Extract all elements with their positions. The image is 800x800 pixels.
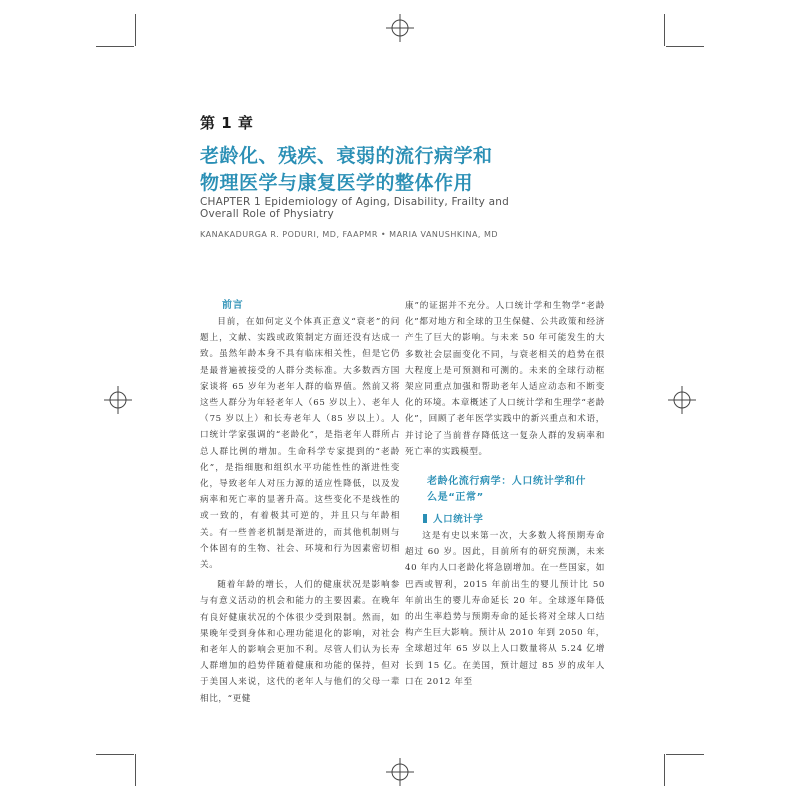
crop-mark-top-right-h (666, 46, 704, 47)
crop-mark-bottom-left-h (96, 754, 134, 755)
registration-mark-left (104, 386, 132, 414)
chapter-title-cn-line2: 物理医学与康复医学的整体作用 (200, 172, 474, 194)
subsection-heading: 人口统计学 (405, 512, 605, 528)
crop-mark-bottom-right-h (666, 754, 704, 755)
registration-mark-bottom (386, 758, 414, 786)
chapter-title-en (200, 196, 560, 220)
section-heading (405, 474, 605, 506)
chapter-title-cn-line1: 老龄化、残疾、衰弱的流行病学和 (200, 145, 493, 167)
section-heading-line2: 么是“正常” (427, 492, 484, 504)
registration-mark-top (386, 14, 414, 42)
crop-mark-bottom-left-v (135, 754, 136, 786)
chapter-number: 第 1 章 (200, 114, 254, 132)
crop-mark-top-right-v (664, 14, 665, 46)
left-column (200, 298, 400, 707)
crop-mark-top-left-v (135, 14, 136, 46)
foreword-heading: 前言 (222, 300, 244, 311)
crop-mark-top-left-h (96, 46, 134, 47)
foreword-paragraph-1: 目前，在如何定义个体真正意义“衰老”的问题上，文献、实践或政策制定方面还没有达成一致。虽然年龄本身不具有临床相关性，但是它仍是最普遍被接受的人群分类标准。大多数西方国家谈将 65 岁年为老年人群的临界值。然前又将这些人群分为年轻老年人（65 岁以上）、老年人（75 岁以上）和长寿老年人（85 岁以上）。人口统计学家强调的“老龄化”，是指老年人群所占总人群比例的增加。生命科学专家提到的“老龄化”，是指细胞和组织水平功能性性的渐进性变化，导致老年人对压力源的适应性降低，以及发病率和死亡率的显著升高。这些变化不是线性的或一致的，有着极其可逆的，并且只与年龄相关。有一些普老机制是渐进的，而其他机制则与个体固有的生物、社会、环境和行为因素密切相关。 (200, 317, 400, 571)
crop-mark-bottom-right-v (664, 754, 665, 786)
demographics-paragraph: 这是有史以来第一次，大多数人将预期寿命超过 60 岁。因此，目前所有的研究预测，未来 40 年内人口老龄化将急剧增加。在一些国家，如巴西或智利，2015 年前出生的婴儿预计比 50 年前出生的婴儿寿命延长 20 年。全球逐年降低的出生率趋势与预期寿命的延长将对全球人口结构产生巨大影响。预计从 2010 年到 2050 年，全球超过年 65 岁以上人口数量将从 5.24 亿增长到 15 亿。在美国，预计超过 85 岁的成年人口在 2012 年至 (405, 531, 605, 687)
chapter-title-en-line2: Overall Role of Physiatry (200, 208, 334, 220)
foreword-continuation: 康”的证据并不充分。人口统计学和生物学“老龄化”都对地方和全球的卫生保健、公共政策和经济产生了巨大的影响。与未来 50 年可能发生的大多数社会层面变化不同，与衰老相关的趋势在很大程度上是可预测和可测的。未来的全球行动框架应同重点加强和帮助老年人适应动态和不断变化的环境。本章概述了人口统计学和生理学“老龄化”，回顾了老年医学实践中的新兴重点和术语，并讨论了当前普存降低这一复杂人群的发病率和死亡率的实践模型。 (405, 301, 605, 457)
foreword-paragraph-2: 随着年龄的增长，人们的健康状况是影响参与有意义活动的机会和能力的主要因素。在晚年有良好健康状况的个体很少受到限制。然而，如果晚年受到身体和心理功能退化的影响，对社会和老年人的影响会更加不利。尽管人们认为长寿人群增加的趋势伴随着健康和功能的保持，但对于美国人来说，这代的老年人与他们的父母一辈相比，“更健 (200, 580, 400, 704)
chapter-title-cn (200, 143, 620, 197)
chapter-authors: KANAKADURGA R. PODURI, MD, FAAPMR • MARIA VANUSHKINA, MD (200, 230, 499, 239)
section-heading-line1: 老龄化流行病学：人口统计学和什 (427, 476, 586, 488)
chapter-title-en-line1: CHAPTER 1 Epidemiology of Aging, Disability, Frailty and (200, 196, 509, 208)
registration-mark-right (668, 386, 696, 414)
right-column (405, 298, 605, 690)
